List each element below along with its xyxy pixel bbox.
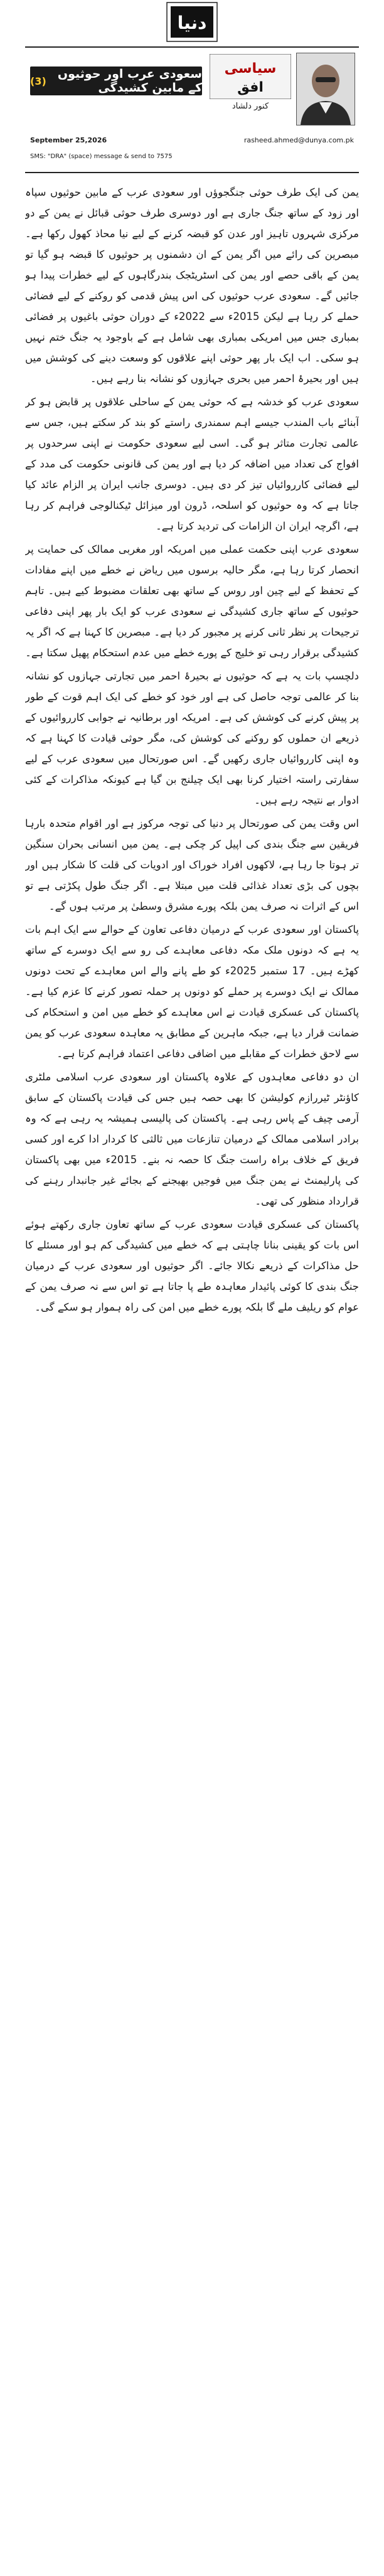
headline-part-number: (3) (30, 75, 46, 87)
headline-title: سعودی عرب اور حوثیوں کے مابین کشیدگی (57, 67, 202, 95)
author-portrait-icon (297, 53, 355, 125)
masthead-logo-text: دنیا (177, 13, 207, 33)
column-logo (210, 54, 291, 99)
publish-date: September 25,2026 (30, 136, 107, 144)
column-meta-sms (30, 149, 354, 163)
article-paragraph: سعودی عرب کو خدشہ ہے کہ حوثی یمن کے ساحلی علاقوں پر قابض ہو کر آبنائے باب المندب جیسے اہم سمندری راستے کو بند کر سکتے ہیں، جس سے عالمی تجارت متاثر ہو گی۔ اسی لیے سعودی حکومت نے اپنی سرحدوں پر افواج کی تعداد میں اضافہ کر دیا ہے اور یمن کی قانونی حکومت کی مدد کے لیے فضائی کارروائیاں تیز کر دی ہیں۔ دوسری جانب ایران پر الزام عائد کیا جاتا ہے کہ وہ حوثیوں کو اسلحہ، ڈرون اور میزائل ٹیکنالوجی فراہم کر رہا ہے، اگرچہ ایران ان الزامات کی تردید کرتا ہے۔ (25, 396, 359, 532)
article-body (25, 182, 359, 2561)
masthead (0, 0, 384, 45)
article-paragraph: اس وقت یمن کی صورتحال پر دنیا کی توجہ مرکوز ہے اور اقوام متحدہ بارہا فریقین سے جنگ بندی کی اپیل کر چکی ہے۔ یمن میں انسانی بحران سنگین تر ہوتا جا رہا ہے، لاکھوں افراد خوراک اور ادویات کی قلت کا شکار ہیں اور بچوں کی بڑی تعداد غذائی قلت میں مبتلا ہے۔ اگر جنگ طول پکڑتی ہے تو اس کے اثرات نہ صرف یمن بلکہ پورے مشرق وسطیٰ پر مرتب ہوں گے۔ (25, 817, 359, 912)
article-paragraph: ان دو دفاعی معاہدوں کے علاوہ پاکستان اور سعودی عرب اسلامی ملٹری کاؤنٹر ٹیررازم کولیشن کا بھی حصہ ہیں جس کی قیادت پاکستان کے سابق آرمی چیف کے پاس رہی ہے۔ پاکستان کی پالیسی ہمیشہ یہ رہی ہے کہ وہ برادر اسلامی ممالک کے درمیان تنازعات میں ثالثی کا کردار ادا کرے اور کسی فریق کے خلاف براہ راست جنگ کا حصہ نہ بنے۔ 2015ء میں بھی پاکستان کی پارلیمنٹ نے یمن جنگ میں فوجیں بھیجنے کے بجائے غیر جانبدار رہنے کی قرارداد منظور کی تھی۔ (25, 1071, 359, 1207)
author-email[interactable]: rasheed.ahmed@dunya.com.pk (243, 136, 354, 144)
article-paragraph: دلچسپ بات یہ ہے کہ حوثیوں نے بحیرۂ احمر میں تجارتی جہازوں کو نشانہ بنا کر عالمی توجہ حاصل کی ہے اور خود کو خطے کی ایک اہم قوت کے طور پر پیش کرنے کی کوشش کی ہے۔ امریکہ اور برطانیہ نے جوابی کارروائیوں کے ذریعے ان حملوں کو روکنے کی کوشش کی، مگر حوثی قیادت کا کہنا ہے کہ وہ اپنی کارروائیاں جاری رکھیں گے۔ اس صورتحال میں سعودی عرب کے لیے سفارتی راستہ اختیار کرنا بھی ایک چیلنج بن گیا ہے کیونکہ مذاکرات کے کئی ادوار بے نتیجہ رہے ہیں۔ (25, 670, 359, 806)
article-paragraph: پاکستان کی عسکری قیادت سعودی عرب کے ساتھ تعاون جاری رکھتے ہوئے اس بات کو یقینی بنانا چاہتی ہے کہ خطے میں کشیدگی کم ہو اور مسئلے کا حل مذاکرات کے ذریعے نکالا جائے۔ اگر حوثیوں اور سعودی عرب کے درمیان جنگ بندی کا کوئی پائیدار معاہدہ طے پا جاتا ہے تو اس سے نہ صرف یمن کے عوام کو ریلیف ملے گا بلکہ پورے خطے میں امن کی راہ ہموار ہو سکے گی۔ (25, 1218, 359, 1313)
column-meta (30, 133, 354, 147)
headline-band (30, 67, 202, 95)
author-photo (296, 53, 355, 125)
article-paragraph: یمن کی ایک طرف حوثی جنگجوؤں اور سعودی عرب کے مابین حوثیوں سپاہ اور زود کے ساتھ جنگ جاری ہے اور دوسری طرف حوثی قبائل نے یمن کے دو مرکزی شہروں تاہیز اور عدن کو قبضہ کرنے کے لیے نیا محاذ کھول رکھا ہے۔ مبصرین کی رائے میں اگر یمن کے ان دشمنوں پر حوثیوں کا قبضہ ہو گیا تو یمن کے باقی حصے اور یمن کی اسٹریٹجک بندرگاہوں کے لیے خطرات پیدا ہو جائیں گے۔ سعودی عرب حوثیوں کی اس پیش قدمی کو روکنے کے لیے فضائی حملے کر رہا ہے لیکن 2015ء سے 2022ء کے دوران حوثی باغیوں پر فضائی بمباری جس میں امریکی بمباری بھی شامل ہے کے باوجود یہ جنگ ختم نہیں ہو سکی۔ اب ایک بار پھر حوثی اپنے علاقوں کو وسعت دینے کی کوشش میں ہیں اور بحیرۂ احمر میں بحری جہازوں کو نشانہ بنا رہے ہیں۔ (25, 186, 359, 385)
article-paragraph: سعودی عرب اپنی حکمت عملی میں امریکہ اور مغربی ممالک کی حمایت پر انحصار کرتا رہا ہے، مگر حالیہ برسوں میں ریاض نے خطے میں اپنے مفادات کے تحفظ کے لیے چین اور روس کے ساتھ بھی تعلقات مضبوط کیے ہیں۔ تاہم حوثیوں کے ساتھ جاری کشیدگی نے سعودی عرب کو ایک بار پھر اپنی دفاعی ترجیحات پر نظر ثانی کرنے پر مجبور کر دیا ہے۔ مبصرین کا کہنا ہے کہ اگر یہ کشیدگی برقرار رہی تو خلیج کے پورے خطے میں عدم استحکام پھیل سکتا ہے۔ (25, 543, 359, 659)
author-name: کنور دلشاد (232, 102, 269, 111)
column-logo-line1: سیاسی (224, 61, 277, 77)
article-paragraph: پاکستان اور سعودی عرب کے درمیان دفاعی تعاون کے حوالے سے ایک اہم بات یہ ہے کہ دونوں ملک مکہ دفاعی معاہدے کی رو سے ایک دوسرے کے ساتھ کھڑے ہیں۔ 17 ستمبر 2025ء کو طے پانے والے اس معاہدے کے تحت دونوں ممالک نے ایک دوسرے پر حملے کو دونوں پر حملہ تصور کرنے کا عزم کیا ہے۔ پاکستان کی عسکری قیادت نے اس معاہدے کو خطے میں امن و استحکام کی ضمانت قرار دیا ہے، جبکہ ماہرین کے مطابق یہ معاہدہ سعودی عرب کو یمن سے لاحق خطرات کے مقابلے میں اضافی دفاعی اعتماد فراہم کرتا ہے۔ (25, 923, 359, 1060)
column-logo-line2: افق (237, 80, 264, 95)
masthead-logo (0, 0, 384, 45)
sms-note: SMS: "DRA" (space) message & send to 7575 (30, 152, 173, 160)
column-header (25, 46, 359, 173)
